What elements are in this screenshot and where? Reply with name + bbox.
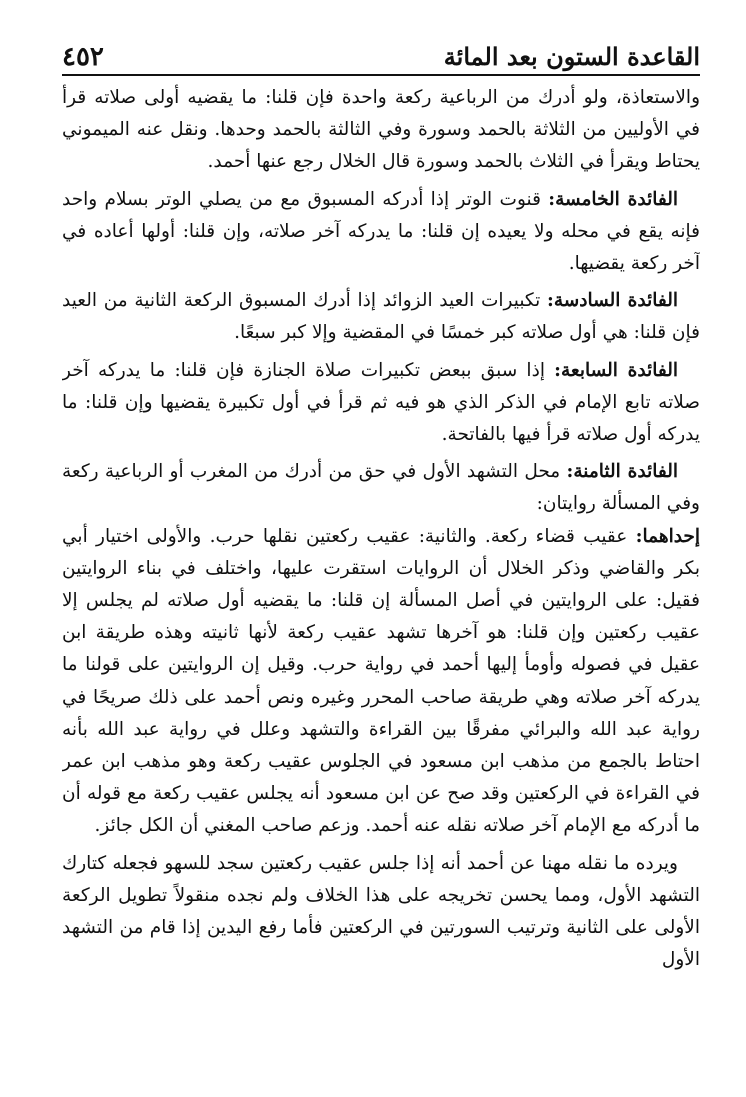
- header-rule: [62, 74, 700, 76]
- paragraph-text: محل التشهد الأول في حق من أدرك من المغرب أو الرباعية ركعة وفي المسألة روايتان:: [62, 461, 700, 515]
- body-text: [62, 82, 700, 1082]
- paragraph-1: [62, 82, 700, 179]
- paragraph-final: [62, 848, 700, 977]
- running-title: القاعدة الستون بعد المائة: [443, 42, 700, 71]
- paragraph-fifth-benefit: [62, 184, 700, 281]
- paragraph-lead: الفائدة السادسة:: [547, 290, 679, 312]
- paragraph-text: تكبيرات العيد الزوائد إذا أدرك المسبوق الركعة الثانية من العيد فإن قلنا: هي أول صلاته كبر خمسًا في المقضية وإلا كبر سبعًا.: [62, 290, 700, 344]
- paragraph-eighth-benefit: [62, 456, 700, 520]
- page-number: ٤٥٢: [62, 42, 104, 72]
- paragraph-text: والاستعاذة، ولو أدرك من الرباعية ركعة واحدة فإن قلنا: ما يقضيه أولى صلاته قرأ في الأوليين من الثلاثة بالحمد وسورة وفي الثالثة بالحمد وحدها. ونقل عنه الميموني يحتاط ويقرأ في الثلاث بالحمد وسورة قال الخلال رجع عنها أحمد.: [62, 87, 700, 173]
- paragraph-text: قنوت الوتر إذا أدركه المسبوق مع من يصلي الوتر بسلام واحد فإنه يقع في محله ولا يعيده إن قلنا: ما يدركه آخر صلاته، وإن قلنا: أولها أعاده في آخر ركعة يقضيها.: [62, 188, 700, 275]
- paragraph-lead: إحداهما:: [635, 525, 700, 547]
- paragraph-lead: الفائدة الثامنة:: [566, 461, 678, 483]
- paragraph-text: عقيب قضاء ركعة. والثانية: عقيب ركعتين نقلها حرب. والأولى اختيار أبي بكر والقاضي وذكر الخلال أن الروايات استقرت عليها، واختلف في بناء الروايتين فقيل: على الروايتين في أصل المسألة إن قلنا: ما يقضيه أول صلاته لم يجلس إلا عقيب ركعتين وإن قلنا: هو آخرها تشهد عقيب ركعة لأنها ثانيته وهذه طريقة ابن عقيل في فصوله وأومأ إليها أحمد في رواية حرب. وقيل إن الروايتين على قولنا ما يدركه آخر صلاته وهي طريقة صاحب المحرر وغيره ونص أحمد على ذلك صريحًا في رواية عبد الله والبرائي مفرقًا بين القراءة والتشهد وعلل في رواية عبد الله بأنه احتاط بالجمع من مذهب ابن مسعود في الجلوس عقيب ركعة وهو مذهب ابن عمر في القراءة في الركعتين وقد صح عن ابن مسعود أنه يجلس عقيب ركعة مع قوله أن ما أدركه مع الإمام آخر صلاته نقله عنه أحمد. وزعم صاحب المغني أن الكل جائز.: [62, 525, 700, 837]
- paragraph-seventh-benefit: [62, 355, 700, 452]
- paragraph-text: ويرده ما نقله مهنا عن أحمد أنه إذا جلس عقيب ركعتين سجد للسهو فجعله كتارك التشهد الأول، ومما يحسن تخريجه على هذا الخلاف ولم نجده منقولاً تطويل الركعة الأولى على الثانية وترتيب السورتين في الركعتين فأما رفع اليدين إذا قام من التشهد الأول: [62, 852, 700, 971]
- page-header: [62, 40, 700, 74]
- paragraph-first-narration: [62, 521, 700, 843]
- paragraph-text: إذا سبق ببعض تكبيرات صلاة الجنازة فإن قلنا: ما يدركه آخر صلاته تابع الإمام في الذكر الذي هو فيه ثم قرأ في أول تكبيرة يقضيها وإن قلنا: ما يدركه أول صلاته قرأ فيها بالفاتحة.: [62, 359, 700, 446]
- paragraph-sixth-benefit: [62, 285, 700, 349]
- paragraph-lead: الفائدة السابعة:: [554, 359, 678, 381]
- paragraph-lead: الفائدة الخامسة:: [548, 188, 678, 210]
